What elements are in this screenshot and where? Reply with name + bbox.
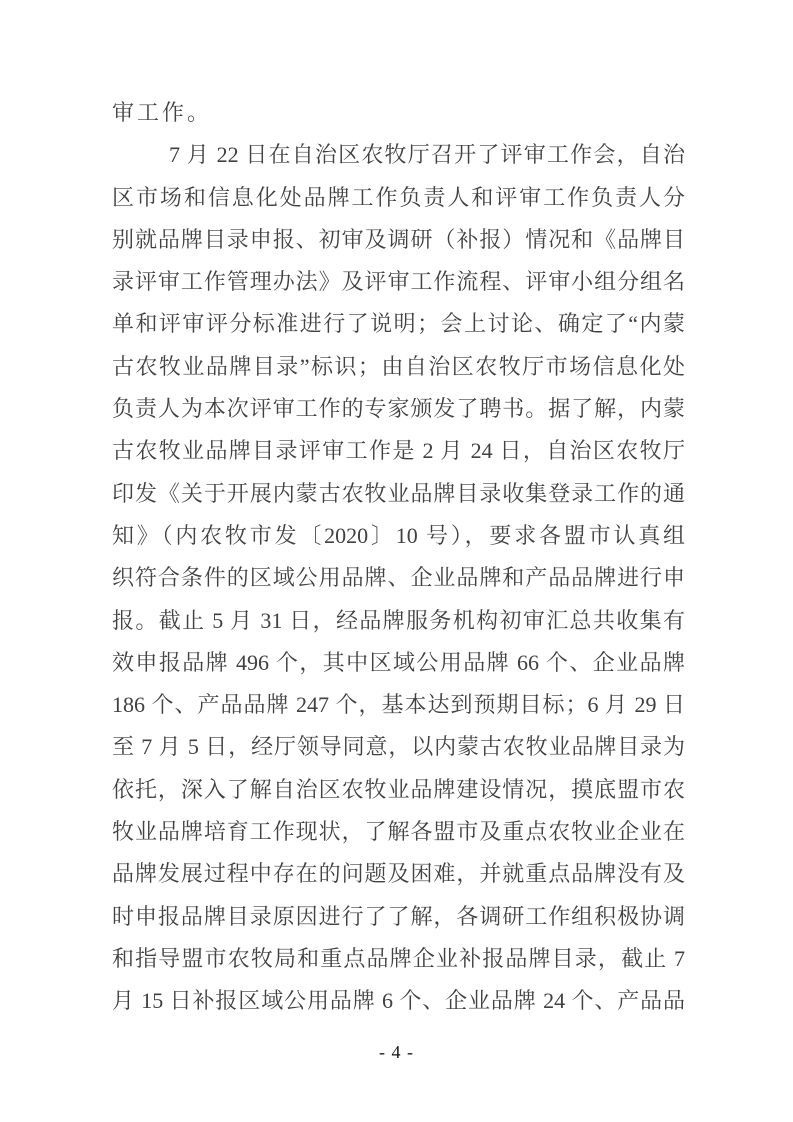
- text-line: 印发《关于开展内蒙古农牧业品牌目录收集登录工作的通: [112, 480, 685, 506]
- text-line: 古农牧业品牌目录”标识；由自治区农牧厅市场信息化处: [112, 353, 685, 379]
- text-line: 186 个、产品品牌 247 个，基本达到预期目标；6 月 29 日: [112, 692, 685, 718]
- text-line: 织符合条件的区域公用品牌、企业品牌和产品品牌进行申: [112, 565, 685, 591]
- text-line: 审工作。: [112, 100, 213, 125]
- page-number: - 4 -: [379, 1042, 414, 1062]
- text-line: 月 15 日补报区域公用品牌 6 个、企业品牌 24 个、产品品: [112, 988, 685, 1014]
- text-line: 负责人为本次评审工作的专家颁发了聘书。据了解，内蒙: [112, 396, 685, 422]
- text-line: 别就品牌目录申报、初审及调研（补报）情况和《品牌目: [112, 226, 685, 252]
- text-line: 7 月 22 日在自治区农牧厅召开了评审工作会，自治: [169, 142, 685, 168]
- text-line: 和指导盟市农牧局和重点品牌企业补报品牌目录，截止 7: [112, 945, 685, 971]
- text-line: 古农牧业品牌目录评审工作是 2 月 24 日，自治区农牧厅: [112, 438, 685, 464]
- text-line: 品牌发展过程中存在的问题及困难，并就重点品牌没有及: [112, 861, 685, 887]
- text-line: 报。截止 5 月 31 日，经品牌服务机构初审汇总共收集有: [112, 607, 685, 633]
- text-line: 知》（内农牧市发〔2020〕10 号），要求各盟市认真组: [112, 522, 685, 548]
- text-line: 依托，深入了解自治区农牧业品牌建设情况，摸底盟市农: [112, 776, 685, 802]
- text-line: 区市场和信息化处品牌工作负责人和评审工作负责人分: [112, 184, 685, 210]
- text-line: 录评审工作管理办法》及评审工作流程、评审小组分组名: [112, 269, 685, 295]
- body-text: [112, 92, 685, 1023]
- text-line: 至 7 月 5 日，经厅领导同意，以内蒙古农牧业品牌目录为: [112, 734, 685, 760]
- text-line: 时申报品牌目录原因进行了了解，各调研工作组积极协调: [112, 903, 685, 929]
- text-line: 单和评审评分标准进行了说明；会上讨论、确定了“内蒙: [112, 311, 685, 337]
- text-line: 牧业品牌培育工作现状，了解各盟市及重点农牧业企业在: [112, 819, 685, 845]
- text-line: 效申报品牌 496 个，其中区域公用品牌 66 个、企业品牌: [112, 649, 685, 675]
